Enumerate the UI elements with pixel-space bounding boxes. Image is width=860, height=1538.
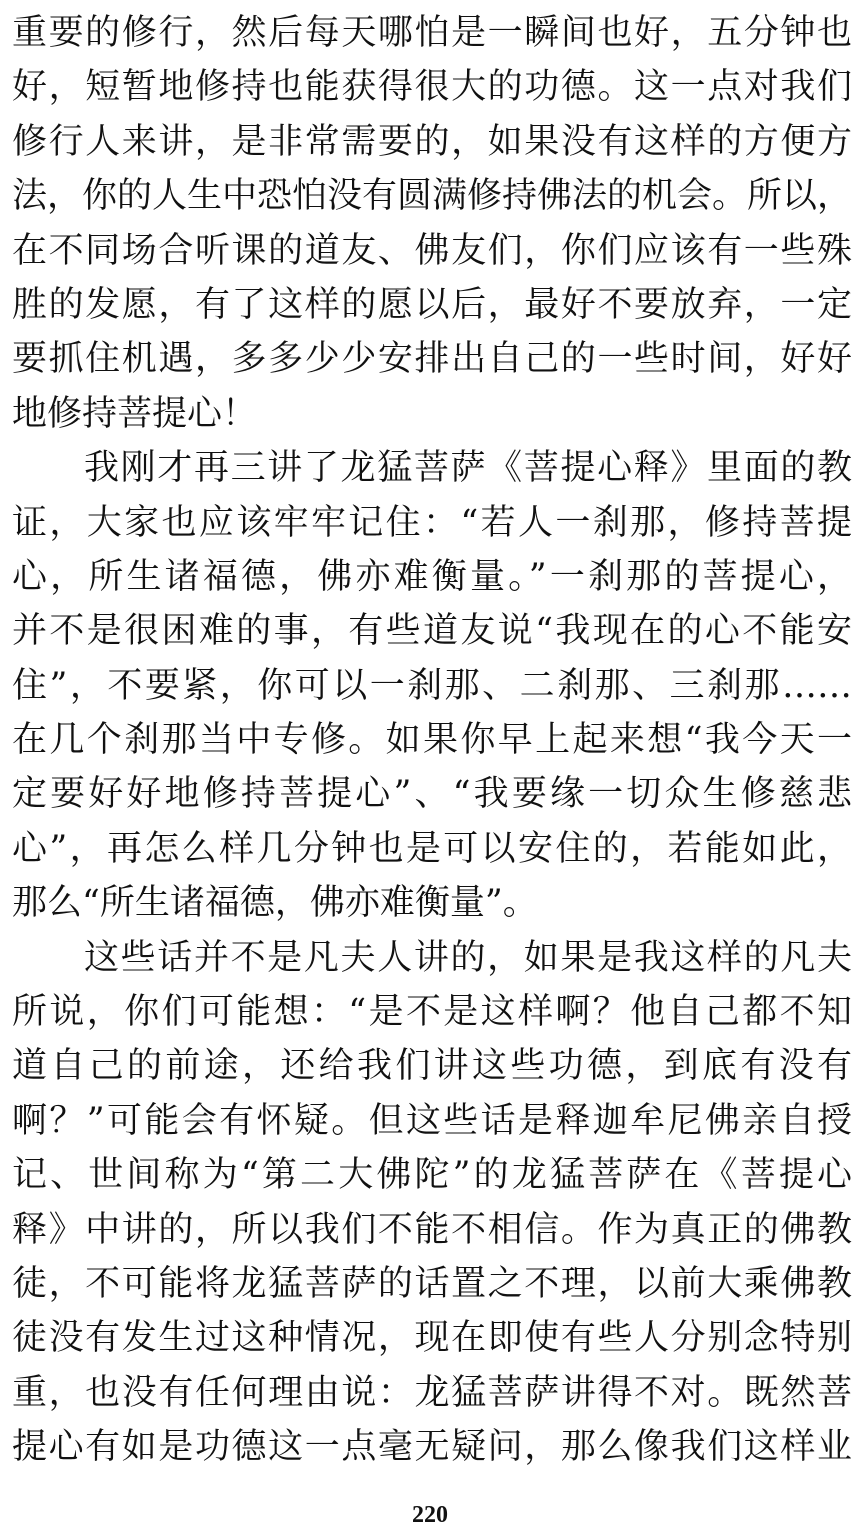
body-text	[12, 6, 852, 1475]
text-line: 好，短暂地修持也能获得很大的功德。这一点对我们	[12, 67, 852, 108]
paragraph-first-line: 这些话并不是凡夫人讲的，如果是我这样的凡夫	[84, 937, 852, 978]
text-line: 在几个刹那当中专修。如果你早上起来想“我今天一	[12, 720, 852, 761]
text-line: 心，所生诸福德，佛亦难衡量。”一刹那的菩提心，	[12, 556, 852, 597]
text-line: 记、世间称为“第二大佛陀”的龙猛菩萨在《菩提心	[12, 1155, 852, 1196]
text-line: 释》中讲的，所以我们不能不相信。作为真正的佛教	[12, 1209, 852, 1250]
text-line: 重，也没有任何理由说：龙猛菩萨讲得不对。既然菩	[12, 1372, 852, 1413]
text-line: 定要好好地修持菩提心”、“我要缘一切众生修慈悲	[12, 774, 852, 815]
paragraph-first-line: 我刚才再三讲了龙猛菩萨《菩提心释》里面的教	[84, 448, 852, 489]
text-line: 所说，你们可能想：“是不是这样啊？他自己都不知	[12, 992, 852, 1033]
text-line: 道自己的前途，还给我们讲这些功德，到底有没有	[12, 1046, 852, 1087]
text-line: 证，大家也应该牢牢记住：“若人一刹那，修持菩提	[12, 502, 852, 543]
text-line: 徒没有发生过这种情况，现在即使有些人分别念特别	[12, 1318, 852, 1359]
text-line: 要抓住机遇，多多少少安排出自己的一些时间，好好	[12, 339, 852, 380]
text-line: 那么“所生诸福德，佛亦难衡量”。	[12, 883, 538, 924]
text-line: 法，你的人生中恐怕没有圆满修持佛法的机会。所以，	[12, 176, 852, 217]
text-line: 住”，不要紧，你可以一刹那、二刹那、三刹那……	[12, 665, 852, 706]
text-line: 修行人来讲，是非常需要的，如果没有这样的方便方	[12, 121, 852, 162]
text-line: 地修持菩提心！	[12, 393, 258, 434]
text-line: 啊？”可能会有怀疑。但这些话是释迦牟尼佛亲自授	[12, 1100, 852, 1141]
text-line: 重要的修行，然后每天哪怕是一瞬间也好，五分钟也	[12, 13, 852, 53]
page-number: 220	[412, 1502, 448, 1528]
text-line: 提心有如是功德这一点毫无疑问，那么像我们这样业	[12, 1427, 852, 1468]
text-line: 在不同场合听课的道友、佛友们，你们应该有一些殊	[12, 230, 852, 271]
text-line: 并不是很困难的事，有些道友说“我现在的心不能安	[12, 611, 852, 652]
text-line: 徒，不可能将龙猛菩萨的话置之不理，以前大乘佛教	[12, 1263, 852, 1304]
text-line: 心”，再怎么样几分钟也是可以安住的，若能如此，	[12, 828, 852, 869]
text-line: 胜的发愿，有了这样的愿以后，最好不要放弃，一定	[12, 284, 852, 325]
